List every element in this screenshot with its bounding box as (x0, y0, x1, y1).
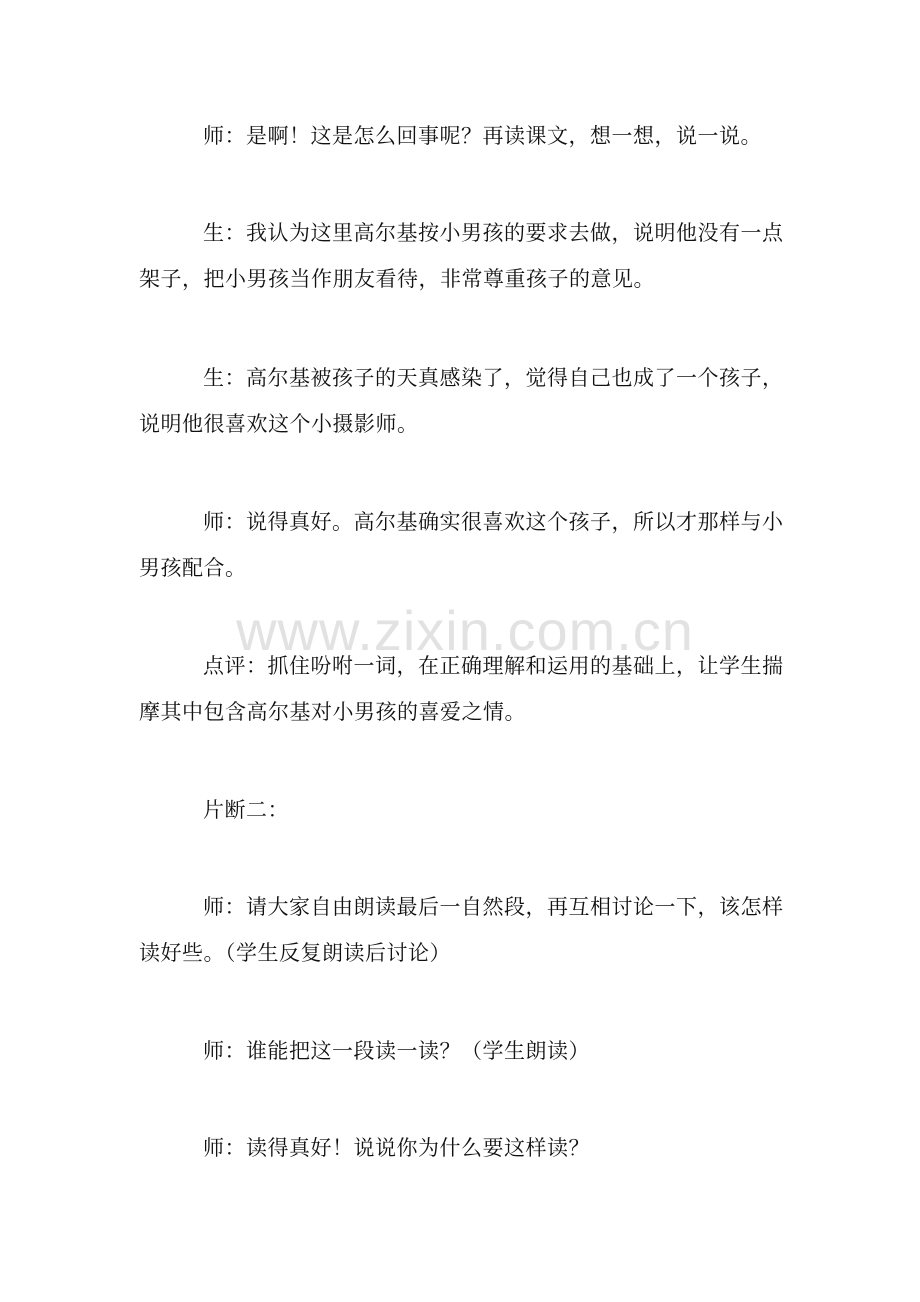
paragraph-teacher-question: 师：是啊！这是怎么回事呢？再读课文，想一想，说一说。 (203, 124, 762, 148)
paragraph-comment: 点评：抓住吩咐一词，在正确理解和运用的基础上，让学生揣摩其中包含高尔基对小男孩的喜爱之情。 (139, 654, 784, 724)
paragraph-student-answer-1: 生：我认为这里高尔基按小男孩的要求去做，说明他没有一点架子，把小男孩当作朋友看待，非常尊重孩子的意见。 (139, 221, 784, 291)
paragraph-teacher-praise: 师：说得真好。高尔基确实很喜欢这个孩子，所以才那样与小男孩配合。 (139, 510, 784, 580)
watermark: www.zixin.com.cn (236, 599, 694, 662)
paragraph-teacher-instruction: 师：请大家自由朗读最后一自然段，再互相讨论一下，该怎样读好些。（学生反复朗读后讨论） (139, 895, 784, 965)
section-heading-fragment-two: 片断二： (203, 798, 289, 822)
paragraph-student-answer-2: 生：高尔基被孩子的天真感染了，觉得自己也成了一个孩子，说明他很喜欢这个小摄影师。 (139, 366, 784, 436)
paragraph-teacher-why: 师：读得真好！说说你为什么要这样读？ (203, 1136, 590, 1160)
paragraph-teacher-ask-read: 师：谁能把这一段读一读？（学生朗读） (203, 1039, 590, 1063)
